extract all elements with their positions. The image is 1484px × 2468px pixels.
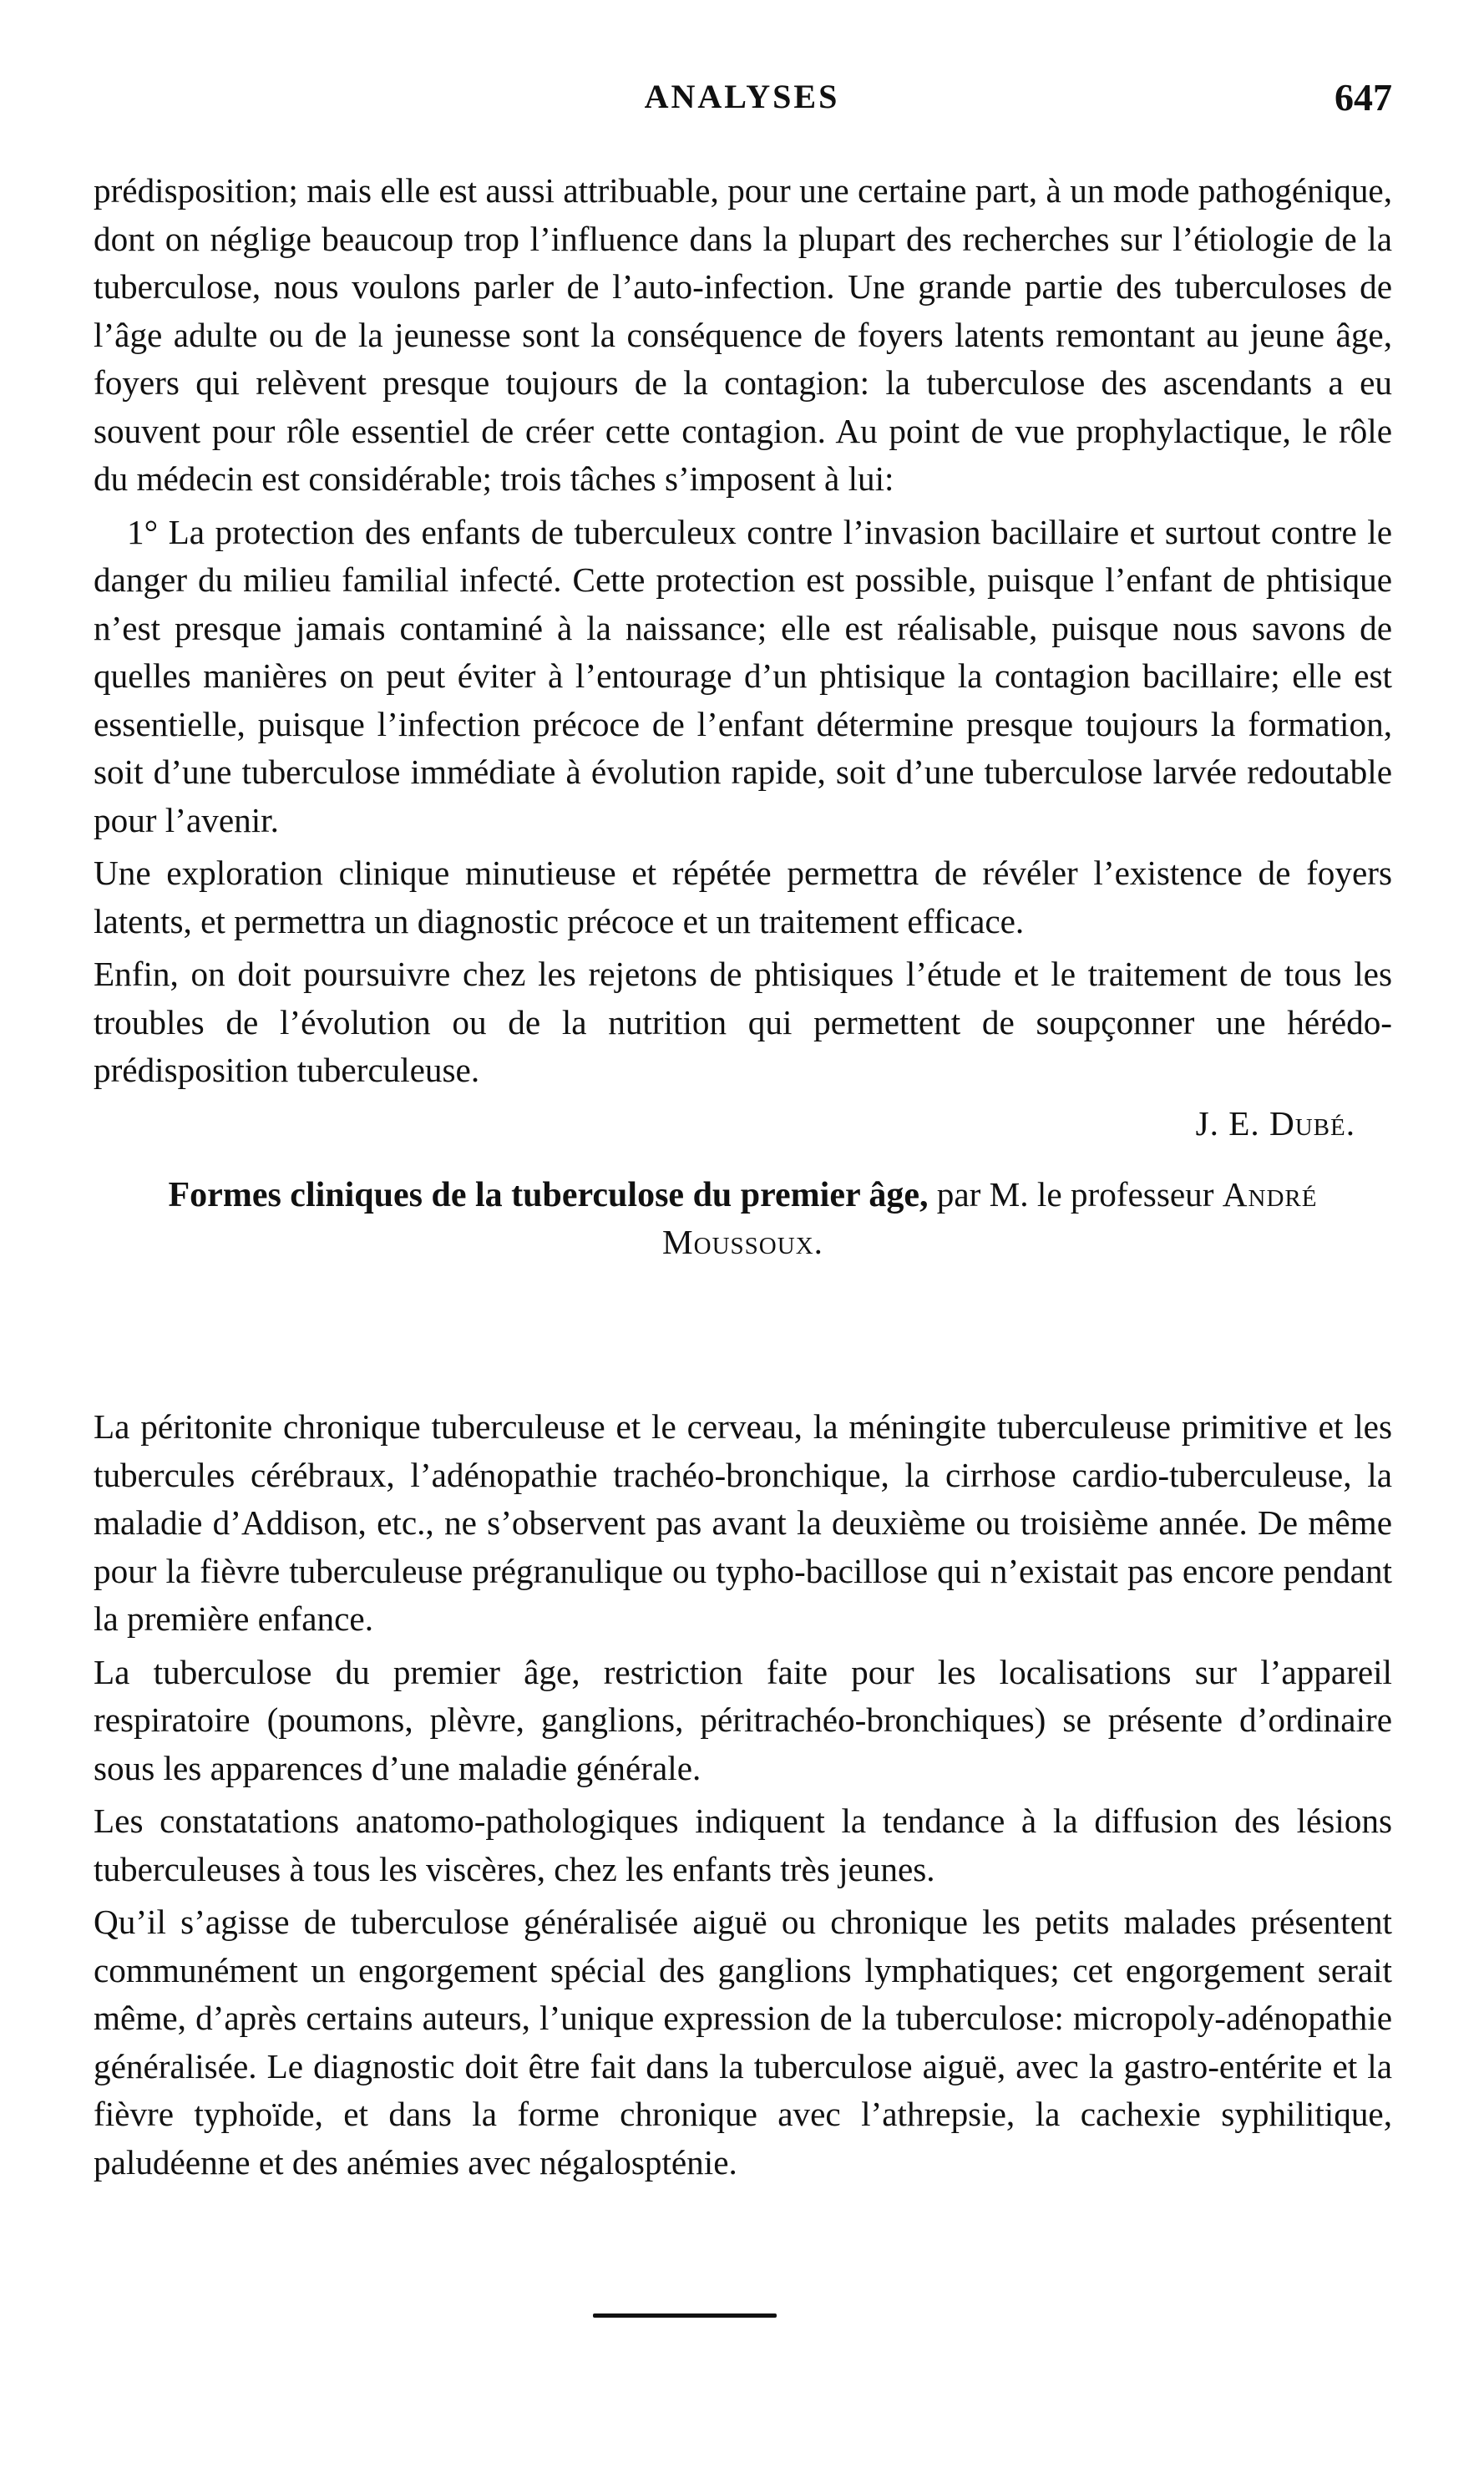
article-heading [94, 1171, 1392, 1265]
paragraph: Une exploration clinique minutieuse et répétée permettra de révéler l’existence de foyers latents, et permettra un diagnostic précoce et un traitement efficace. [94, 854, 1392, 940]
paragraph: La tuberculose du premier âge, restriction faite pour les localisations sur l’appareil respiratoire (poumons, plèvre, ganglions, péritrachéo-bronchiques) se présente d’ordinaire sous les apparences d’une maladie générale. [94, 1652, 1392, 1787]
page-number: 647 [1335, 76, 1392, 119]
signature: J. E. Dubé. [1195, 1103, 1355, 1143]
article-2-body [94, 1403, 1392, 2192]
paragraph: La péritonite chronique tuberculeuse et le cerveau, la méningite tuberculeuse primitive et les tubercules cérébraux, l’adénopathie trachéo-bronchique, la cirrhose cardio-tuberculeuse, la maladie d’Addison, etc., ne s’observent pas avant la deuxième ou troisième année. De même pour la fièvre tuberculeuse prégranulique ou typho-bacillose qui n’existait pas encore pendant la première enfance. [94, 1407, 1392, 1638]
running-title: ANALYSES [644, 78, 840, 115]
paragraph: prédisposition; mais elle est aussi attribuable, pour une certaine part, à un mode pathogénique, dont on néglige beaucoup trop l’influence dans la plupart des recherches sur l’étiologie de la tuberculose, nous voulons parler de l’auto-infection. Une grande partie des tuberculoses de l’âge adulte ou de la jeunesse sont la conséquence de foyers latents remontant au jeune âge, foyers qui relèvent presque toujours de la contagion: la tuberculose des ascendants a eu souvent pour rôle essentiel de créer cette contagion. Au point de vue prophylactique, le rôle du médecin est considérable; trois tâches s’imposent à lui: [94, 171, 1392, 498]
paragraph: Qu’il s’agisse de tuberculose généralisée aiguë ou chronique les petits malades présentent communément un engorgement spécial des ganglions lymphatiques; cet engorgement serait même, d’après certains auteurs, l’unique expression de la tuberculose: micropoly-adénopathie généralisée. Le diagnostic doit être fait dans la tuberculose aiguë, avec la gastro-entérite et la fièvre typhoïde, et dans la forme chronique avec l’athrepsie, la cachexie syphilitique, paludéenne et des anémies avec négalospténie. [94, 1903, 1392, 2182]
running-head [92, 77, 1392, 127]
paragraph: 1° La protection des enfants de tuberculeux contre l’invasion bacillaire et surtout contre le danger du milieu familial infecté. Cette protection est possible, puisque l’enfant de phtisique n’est presque jamais contaminé à la naissance; elle est réalisable, puisque nous savons de quelles manières on peut éviter à l’entourage d’un phtisique la contagion bacillaire; elle est essentielle, puisque l’infection précoce de l’enfant détermine presque toujours la formation, soit d’une tuberculose immédiate à évolution rapide, soit d’une tuberculose larvée redoutable pour l’avenir. [94, 512, 1392, 839]
article-author: André Moussoux. [662, 1175, 1318, 1261]
paragraph: Les constatations anatomo-pathologiques indiquent la tendance à la diffusion des lésions tuberculeuses à tous les viscères, chez les enfants très jeunes. [94, 1802, 1392, 1888]
article-title: Formes cliniques de la tuberculose du premier âge, [168, 1176, 929, 1214]
byline-prefix: par M. le professeur [936, 1175, 1214, 1214]
paragraph: Enfin, on doit poursuivre chez les rejetons de phtisiques l’étude et le traitement de tous les troubles de l’évolution ou de la nutrition qui permettent de soupçonner une hérédo-prédisposition tuberculeuse. [94, 955, 1392, 1089]
end-rule [593, 2313, 777, 2318]
article-1-body [94, 167, 1392, 1309]
